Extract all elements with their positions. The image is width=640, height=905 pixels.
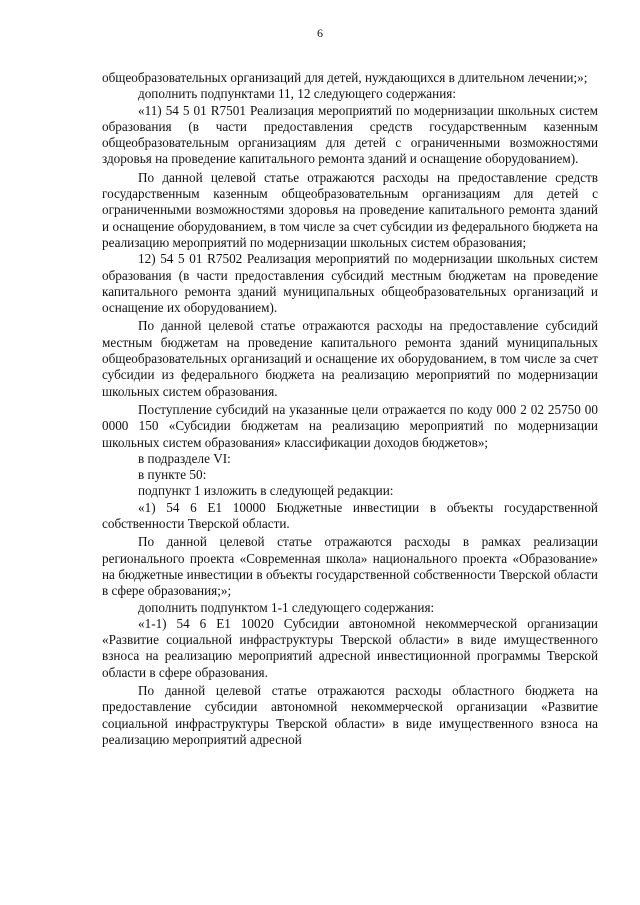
paragraph-subitem-1-1-description: По данной целевой статье отражаются расходы областного бюджета на предоставление субсидии автономной некоммерческой организации «Развитие социальной инфраструктуры Тверской области» в виде имущественного взноса на реализацию мероприятий адресной: [102, 682, 598, 747]
paragraph-continuation: общеобразовательных организаций для детей, нуждающихся в длительном лечении;»;: [102, 70, 588, 85]
paragraph-amendment-intro: дополнить подпунктами 11, 12 следующего содержания:: [138, 86, 457, 102]
paragraph-add-subitem-1-1: дополнить подпунктом 1-1 следующего содержания:: [138, 599, 435, 615]
paragraph-subsection-vi: в подразделе VI:: [138, 450, 231, 466]
paragraph-subitem-11: «11) 54 5 01 R7501 Реализация мероприятий по модернизации школьных систем образования (в части предоставления средств государственным казенным общеобразовательным организациям для детей с ограниченными возможностями здоровья на проведение капитального ремонта зданий и оснащение оборудованием).: [102, 102, 598, 167]
paragraph-subitem-11-description: По данной целевой статье отражаются расходы на предоставление средств государственным казенным общеобразовательным организациям для детей с ограниченными возможностями здоровья на проведение капитального ремонта зданий и оснащение оборудованием, в том числе за счет субсидии из федерального бюджета на реализацию мероприятий по модернизации школьных систем образования;: [102, 169, 598, 250]
paragraph-subitem-12: 12) 54 5 01 R7502 Реализация мероприятий по модернизации школьных систем образования (в части предоставления субсидий местным бюджетам на проведение капитального ремонта зданий муниципальных общеобразовательных организаций и оснащение их оборудованием).: [102, 251, 598, 316]
document-body: [102, 70, 598, 748]
paragraph-revenue-code: Поступление субсидий на указанные цели отражается по коду 000 2 02 25750 00 0000 150 «Субсидии бюджетам на реализацию мероприятий по модернизации школьных систем образования» классификации доходов бюджетов»;: [102, 401, 598, 450]
paragraph-subitem-1: «1) 54 6 Е1 10000 Бюджетные инвестиции в объекты государственной собственности Тверской области.: [102, 499, 598, 532]
paragraph-subitem-12-description: По данной целевой статье отражаются расходы на предоставление субсидий местным бюджетам на проведение капитального ремонта зданий муниципальных общеобразовательных организаций и оснащение их оборудованием, в том числе за счет субсидии из федерального бюджета на реализацию мероприятий по модернизации школьных систем образования.: [102, 318, 598, 399]
paragraph-subitem-1-edit: подпункт 1 изложить в следующей редакции:: [138, 483, 394, 499]
paragraph-point-50: в пункте 50:: [138, 467, 207, 483]
page-number: 6: [317, 26, 323, 40]
paragraph-subitem-1-1: «1-1) 54 6 Е1 10020 Субсидии автономной некоммерческой организации «Развитие социальной инфраструктуры Тверской области» в виде имущественного взноса на реализацию мероприятий адресной инвестиционной программы Тверской области в сфере образования.: [102, 615, 598, 680]
paragraph-subitem-1-description: По данной целевой статье отражаются расходы в рамках реализации регионального проекта «Современная школа» национального проекта «Образование» на бюджетные инвестиции в объекты государственной собственности Тверской области в сфере образования;»;: [102, 534, 598, 599]
